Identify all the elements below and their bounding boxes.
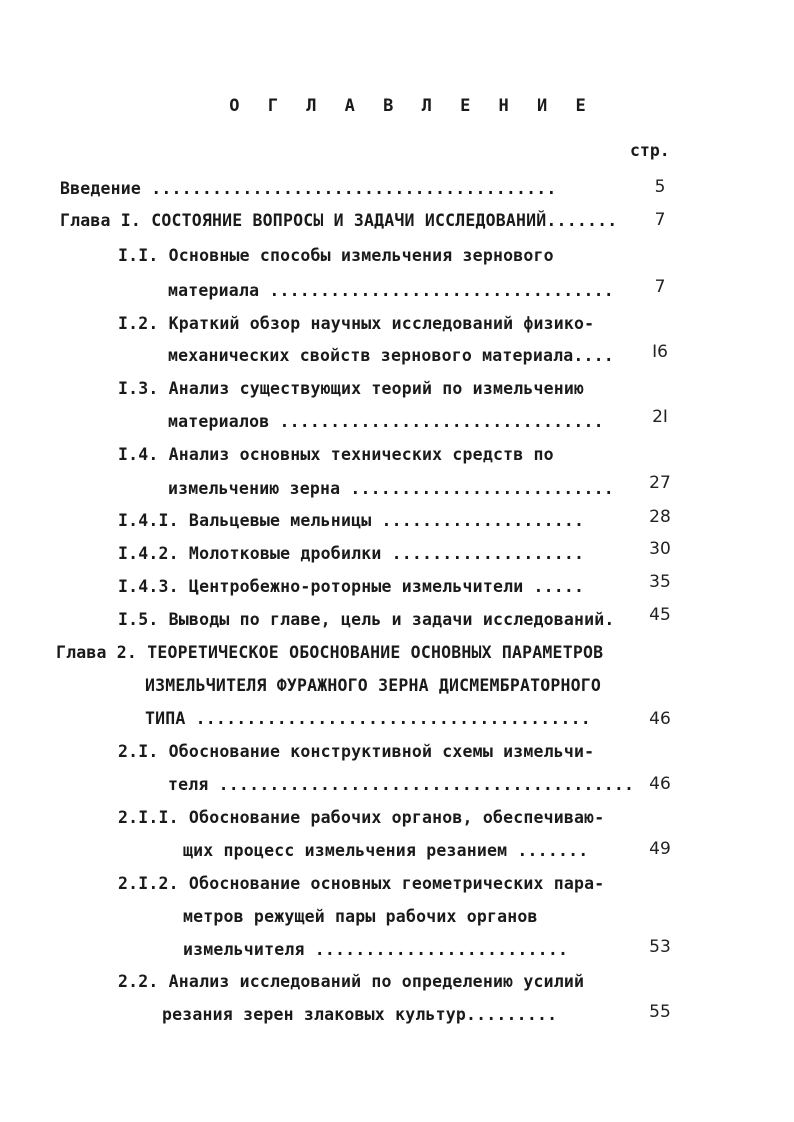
page-number-chapter-2: 46	[649, 709, 671, 729]
toc-line-chapter-2: Глава 2. ТЕОРЕТИЧЕСКОЕ ОБОСНОВАНИЕ ОСНОВНЫХ ПАРАМЕТРОВ	[56, 643, 604, 662]
page-number-1-1: 7	[654, 277, 666, 297]
toc-line-chapter-2-cont2: ТИПА .......................................	[145, 709, 591, 728]
page-number-2-1: 46	[649, 774, 671, 794]
page-number-1-4-3: 35	[649, 572, 671, 592]
toc-line-2-1-2-cont2: измельчителя .........................	[183, 940, 569, 959]
toc-line-1-3: I.3. Анализ существующих теорий по измельчению	[118, 379, 585, 398]
toc-line-2-1-cont: теля .........................................	[168, 775, 635, 794]
page-number-1-2: I6	[652, 342, 668, 362]
page-number-1-4-1: 28	[649, 507, 671, 527]
toc-line-2-1-2-cont: метров режущей пары рабочих органов	[183, 907, 538, 926]
page-number-2-1-2: 53	[649, 937, 671, 957]
toc-line-2-1: 2.I. Обоснование конструктивной схемы измельчи-	[118, 742, 595, 761]
page-number-chapter-1: 7	[654, 210, 666, 230]
toc-line-1-1: I.I. Основные способы измельчения зернового	[118, 246, 554, 265]
toc-line-1-2-cont: механических свойств зернового материала....	[168, 346, 614, 365]
page-title: О Г Л А В Л Е Н И Е	[229, 96, 595, 116]
page-number-1-4: 27	[649, 473, 671, 493]
page-number-1-3: 2I	[652, 407, 668, 427]
toc-line-2-1-1: 2.I.I. Обоснование рабочих органов, обеспечиваю-	[118, 808, 605, 827]
toc-line-1-4-3: I.4.3. Центробежно-роторные измельчители .....	[118, 577, 585, 596]
page-column-header: стр.	[630, 141, 670, 160]
toc-line-1-4-cont: измельчению зерна ..........................	[168, 479, 614, 498]
toc-line-chapter-2-cont: ИЗМЕЛЬЧИТЕЛЯ ФУРАЖНОГО ЗЕРНА ДИСМЕМБРАТОРНОГО	[145, 676, 602, 695]
toc-line-1-4: I.4. Анализ основных технических средств по	[118, 445, 554, 464]
page-number-1-5: 45	[649, 605, 671, 625]
toc-line-1-3-cont: материалов ................................	[168, 412, 604, 431]
toc-line-intro: Введение ........................................	[60, 179, 557, 198]
toc-line-2-1-1-cont: щих процесс измельчения резанием .......	[183, 841, 589, 860]
page-number-intro: 5	[654, 177, 666, 197]
toc-line-1-1-cont: материала ..................................	[168, 281, 614, 300]
toc-line-2-2-cont: резания зерен злаковых культур.........	[162, 1005, 558, 1024]
toc-line-2-1-2: 2.I.2. Обоснование основных геометрических пара-	[118, 874, 605, 893]
page-number-1-4-2: 30	[649, 539, 671, 559]
toc-line-1-4-1: I.4.I. Вальцевые мельницы ....................	[118, 511, 585, 530]
toc-line-1-4-2: I.4.2. Молотковые дробилки ...................	[118, 544, 585, 563]
page-number-2-2: 55	[649, 1002, 671, 1022]
toc-line-chapter-1: Глава I. СОСТОЯНИЕ ВОПРОСЫ И ЗАДАЧИ ИССЛЕДОВАНИЙ.......	[60, 211, 618, 230]
page-number-2-1-1: 49	[649, 839, 671, 859]
toc-line-2-2: 2.2. Анализ исследований по определению усилий	[118, 972, 585, 991]
toc-line-1-2: I.2. Краткий обзор научных исследований физико-	[118, 314, 595, 333]
toc-line-1-5: I.5. Выводы по главе, цель и задачи исследований.	[118, 610, 615, 629]
